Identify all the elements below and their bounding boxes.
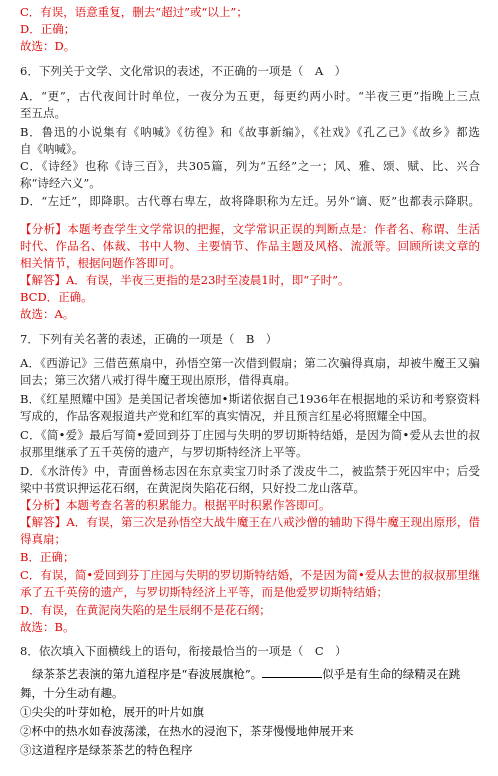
text-line: 称“诗经六义”。 [20,176,101,190]
text-line: D．正确； [20,22,76,36]
text-line: B．鲁迅的小说集有《呐喊》《彷徨》和《故事新编》，《社戏》《孔乙己》《故乡》都选 [20,125,480,139]
text-line: C．有误，语意重复，删去“超过”或“以上”； [20,5,248,19]
text-line: A．《西游记》三借芭蕉扇中，孙悟空第一次借到假扇；第二次骗得真扇，却被牛魔王又骗 [20,356,480,370]
text-line: C．有误，简•爱回到芬丁庄园与失明的罗切斯特结婚，不是因为简•爱从去世的叔叔那里继 [20,568,480,582]
text-line: 梁中书赏识押运花石纲，在黄泥岗失陷花石纲，只好投二龙山落草。 [20,481,365,495]
text-line: C．《简•爱》最后写简•爱回到芬丁庄园与失明的罗切斯特结婚，是因为简•爱从去世的叔 [20,428,480,442]
text-line: 承了五千英傍的遗产，与罗切斯特经济上平等，而是他爱罗切斯特结婚； [20,585,388,599]
text-line: D．《水浒传》中，青面兽杨志因在东京卖宝刀时杀了泼皮牛二，被监禁于死囚牢中；后受 [20,464,480,478]
q8-option-3: ③这道程序是绿茶茶艺的特色程序 [20,743,193,757]
text-line: 得真扇； [20,532,66,546]
text-line: 【分析】本题考查学生文学常识的把握，文学常识正误的判断点是：作者名、称谓、生活 [20,222,480,236]
text-line: 至五点。 [20,106,66,120]
text-line: 故选：B。 [20,620,75,634]
q8-paragraph-line-2: 舞，十分生动有趣。 [20,686,124,700]
text-line: D．有误，在黄泥岗失陷的是生辰纲不是花石纲； [20,603,271,617]
text-line: 7．下列有关名著的表述，正确的一项是（ B ） [20,332,278,346]
text-line: 回去；第三次猪八戒打得牛魔王现出原形，借得真扇。 [20,373,296,387]
text-line: 6．下列关于文学、文化常识的表述，不正确的一项是（ A ） [20,64,347,78]
q8-paragraph-line-1 [32,666,480,682]
text-line: 写成的，作品客观报道共产党和红军的真实情况，并且预言红星必将照耀全中国。 [20,409,434,423]
text-line: 【解答】A．有误，半夜三更指的是23时至凌晨1时，即“子时”。 [20,273,350,287]
text-line: 自《呐喊》。 [20,142,84,156]
q8-option-1: ①尖尖的叶芽如枪，展开的叶片如旗 [20,705,204,719]
text-line: 相关情节，根据问题作答即可。 [20,256,181,270]
text-line: 故选：A。 [20,307,75,321]
text-line: 叔那里继承了五千英傍的遗产，与罗切斯特经济上平等。 [20,445,308,459]
text-line: 时代、作品名、体裁、书中人物、主要情节、作品主题及风格、流派等。回顾所读文章的 [20,239,480,253]
text-line: B．正确； [20,550,75,564]
q8-paragraph-text-before: 绿茶茶艺表演的第九道程序是“春波展旗枪”。 [32,667,263,681]
text-line: D．“左迁”，即降职。古代尊右卑左，故将降职称为左迁。另外“谪、贬”也都表示降职。 [20,194,480,208]
q8-option-2: ②杯中的热水如春波荡漾，在热水的浸泡下，茶芽慢慢地伸展开来 [20,724,354,738]
text-line: 【分析】本题考查名著的积累能力。根据平时积累作答即可。 [20,498,331,512]
text-line: C．《诗经》也称《诗三百》，共305篇，列为“五经”之一；风、雅、颂、赋、比、兴合 [20,159,480,173]
text-line: 【解答】A．有误，第三次是孙悟空大战牛魔王在八戒沙僧的辅助下得牛魔王现出原形，借 [20,515,480,529]
fill-in-blank [262,667,322,678]
text-line: A．“更”，古代夜间计时单位，一夜分为五更，每更约两小时。“半夜三更”指晚上三点 [20,89,480,103]
text-line: B．《红星照耀中国》是美国记者埃德加•斯诺依据自己1936年在根据地的采访和考察资料 [20,392,480,406]
q8-paragraph-text-after: 似乎是有生命的绿精灵在跳 [322,667,461,681]
text-line: BCD．正确。 [20,290,93,304]
text-line: 8．依次填入下面横线上的语句，衔接最恰当的一项是（ C ） [20,644,347,658]
text-line: 故选：D。 [20,39,76,53]
